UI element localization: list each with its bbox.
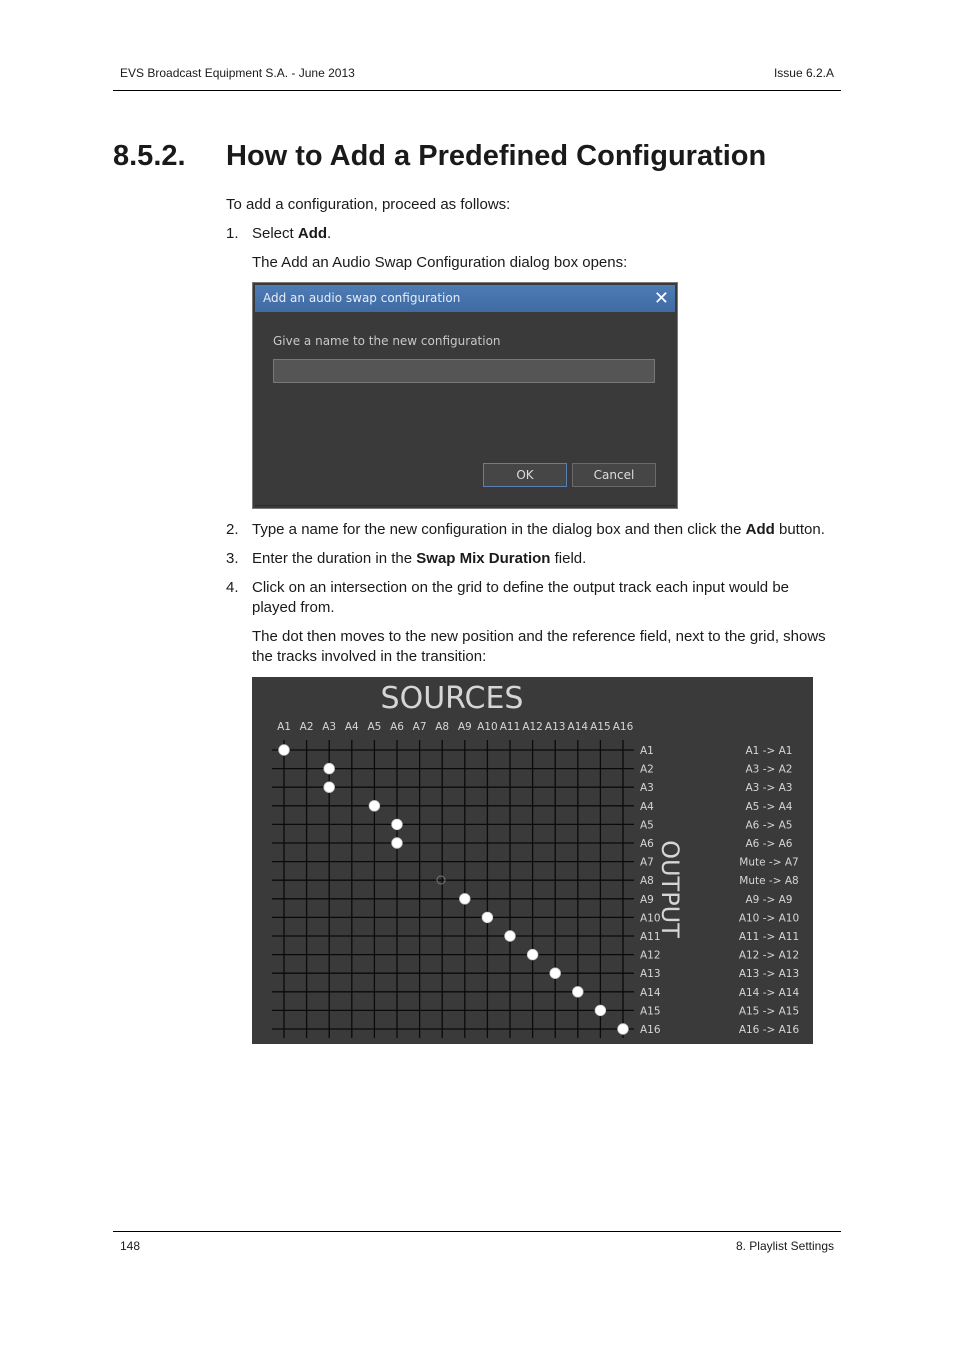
section-number: 8.5.2. xyxy=(113,140,186,172)
mapping-label: Mute -> A7 xyxy=(739,856,799,869)
step-2-text: Type a name for the new configuration in the dialog box and then click the Add button. xyxy=(252,521,825,538)
source-label: A6 xyxy=(390,721,404,733)
output-label: A6 xyxy=(640,838,654,850)
source-label: A11 xyxy=(499,721,521,733)
mapping-label: Mute -> A8 xyxy=(739,875,799,888)
step-4-line-1: Click on an intersection on the grid to define the output track each input would be xyxy=(252,579,790,596)
mapping-label: A3 -> A2 xyxy=(745,763,793,776)
mapping-label: A10 -> A10 xyxy=(738,912,800,925)
close-icon[interactable]: ✕ xyxy=(653,288,669,309)
source-label: A13 xyxy=(544,721,566,733)
step-4-number: 4. xyxy=(226,579,239,596)
source-label: A7 xyxy=(412,721,427,733)
output-label: A3 xyxy=(640,782,654,795)
mapping-label: A6 -> A6 xyxy=(745,838,793,850)
mapping-label: A13 -> A13 xyxy=(738,968,800,981)
output-label: A8 xyxy=(640,875,654,888)
output-title: OUTPUT xyxy=(656,840,684,938)
mapping-label: A5 -> A4 xyxy=(745,800,793,813)
source-label: A14 xyxy=(567,721,589,733)
dialog-bottom-rule xyxy=(255,505,675,506)
routing-dot[interactable] xyxy=(324,763,335,774)
grid-svg xyxy=(252,677,813,1044)
audio-swap-grid xyxy=(252,677,813,1044)
intro-text: To add a configuration, proceed as follows: xyxy=(226,196,511,213)
output-label: A13 xyxy=(640,968,661,981)
step-4-followup-2: the tracks involved in the transition: xyxy=(252,648,487,665)
step-3-text: Enter the duration in the Swap Mix Duration field. xyxy=(252,550,587,567)
mapping-label: A11 -> A11 xyxy=(738,931,800,943)
mapping-label: A1 -> A1 xyxy=(745,745,793,757)
source-label: A9 xyxy=(457,721,472,733)
source-label: A5 xyxy=(367,721,382,733)
routing-dot[interactable] xyxy=(369,801,380,812)
mapping-label: A9 -> A9 xyxy=(745,893,793,906)
step-4-line-2: played from. xyxy=(252,599,335,616)
mapping-label: A16 -> A16 xyxy=(738,1024,800,1036)
page-number: 148 xyxy=(120,1239,141,1253)
routing-dot[interactable] xyxy=(573,987,584,998)
routing-dot[interactable] xyxy=(505,931,516,942)
step-1-text: Select Add. xyxy=(252,225,332,242)
cancel-button[interactable]: Cancel xyxy=(572,463,656,487)
header-rule xyxy=(113,90,841,91)
output-label: A11 xyxy=(640,931,661,943)
source-label: A2 xyxy=(299,721,314,733)
mapping-label: A14 -> A14 xyxy=(738,986,800,999)
mapping-label: A12 -> A12 xyxy=(738,949,800,962)
output-label: A4 xyxy=(640,800,654,813)
source-label: A4 xyxy=(344,721,359,733)
routing-dot[interactable] xyxy=(550,968,561,979)
header-issue: Issue 6.2.A xyxy=(773,66,834,80)
output-label: A10 xyxy=(640,912,661,925)
source-label: A16 xyxy=(612,721,634,733)
sources-title: SOURCES xyxy=(380,681,524,716)
source-label: A3 xyxy=(322,721,337,733)
mapping-label: A6 -> A5 xyxy=(745,819,793,832)
step-4-followup-1: The dot then moves to the new position and the reference field, next to the grid, shows xyxy=(252,628,826,645)
ok-button[interactable]: OK xyxy=(483,463,567,487)
output-label: A9 xyxy=(640,893,654,906)
routing-dot[interactable] xyxy=(392,838,403,849)
routing-dot[interactable] xyxy=(482,912,493,923)
step-1-followup: The Add an Audio Swap Configuration dialog box opens: xyxy=(252,254,628,271)
source-label: A15 xyxy=(590,721,611,733)
config-name-input[interactable] xyxy=(273,359,655,383)
routing-dot[interactable] xyxy=(392,819,403,830)
section-title: How to Add a Predefined Configuration xyxy=(226,140,767,172)
routing-dot[interactable] xyxy=(460,894,471,905)
output-label: A1 xyxy=(640,745,654,757)
output-label: A16 xyxy=(640,1024,661,1036)
source-label: A8 xyxy=(435,721,450,733)
footer-rule xyxy=(113,1231,841,1232)
step-3-number: 3. xyxy=(226,550,239,567)
header-company: EVS Broadcast Equipment S.A. - June 2013 xyxy=(120,66,355,80)
output-label: A7 xyxy=(640,856,654,869)
routing-dot[interactable] xyxy=(527,949,538,960)
dialog-title: Add an audio swap configuration xyxy=(263,291,461,305)
add-config-dialog xyxy=(252,282,678,509)
footer-chapter: 8. Playlist Settings xyxy=(735,1239,834,1253)
output-label: A5 xyxy=(640,819,654,832)
output-label: A15 xyxy=(640,1005,661,1018)
dialog-prompt: Give a name to the new configuration xyxy=(273,334,501,348)
source-label: A12 xyxy=(522,721,543,733)
source-label: A10 xyxy=(477,721,498,733)
dialog-titlebar xyxy=(255,285,675,312)
routing-dot[interactable] xyxy=(618,1024,629,1035)
output-label: A12 xyxy=(640,949,661,962)
routing-dot[interactable] xyxy=(595,1005,606,1016)
step-2-number: 2. xyxy=(226,521,239,538)
output-label: A2 xyxy=(640,763,654,776)
output-label: A14 xyxy=(640,986,661,999)
routing-dot[interactable] xyxy=(279,745,290,756)
routing-dot[interactable] xyxy=(324,782,335,793)
source-label: A1 xyxy=(277,721,291,733)
step-1-number: 1. xyxy=(226,225,239,242)
mapping-label: A15 -> A15 xyxy=(738,1005,800,1018)
mapping-label: A3 -> A3 xyxy=(745,782,793,795)
